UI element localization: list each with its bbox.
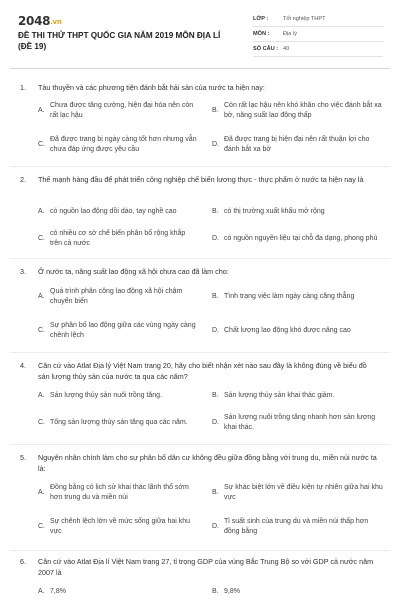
option-text: Sản lượng nuôi trồng tăng nhanh hơn sản lượng khai thác. [224, 413, 376, 431]
question-text: Căn cứ vào Atlat Địa lý Việt Nam trang 20, hãy cho biết nhận xét nào sau đây là không đúng về biểu đồ sản lượng thủy sản của nước ta qua các năm? [38, 361, 367, 381]
option-text: Tổng sản lượng thủy sản tăng qua các năm. [50, 418, 188, 426]
option-letter: B. [212, 391, 219, 399]
exam-meta [253, 12, 383, 57]
option-c[interactable] [38, 134, 198, 156]
option-text: Sự khác biệt lớn về điều kiện tự nhiên giữa hai khu vực [224, 483, 383, 501]
meta-key: SỐ CÂU : [253, 46, 279, 52]
option-text: Đồng bằng có lịch sử khai thác lãnh thổ sớm hơn trung du và miền núi [50, 483, 189, 501]
question-header [20, 556, 380, 578]
exam-title: ĐỀ THI THỬ THPT QUỐC GIA NĂM 2019 MÔN ĐỊA LÍ (ĐỀ 19) [18, 31, 221, 51]
meta-row-count [253, 42, 383, 57]
option-text: có nhiều cơ sở chế biến phân bố rộng khắp trên cả nước [50, 229, 186, 247]
question-divider [10, 444, 390, 445]
option-letter: D. [212, 522, 219, 530]
option-letter: D. [212, 140, 219, 148]
question-divider [10, 258, 390, 259]
meta-key: LỚP : [253, 16, 269, 22]
header-divider [10, 68, 390, 69]
page-header [0, 0, 400, 66]
option-letter: A. [38, 588, 45, 596]
option-a[interactable] [38, 100, 198, 122]
option-text: Sự phân bố lao động giữa các vùng ngày càng chênh lệch [50, 321, 196, 339]
option-d[interactable] [212, 228, 384, 250]
meta-row-subject [253, 27, 383, 42]
option-c[interactable] [38, 320, 198, 342]
option-a[interactable] [38, 286, 198, 308]
question-number: 1. [20, 83, 26, 92]
question-divider [10, 166, 390, 167]
option-d[interactable] [212, 412, 384, 434]
option-text: có nguồn nguyên liệu tại chỗ đa dạng, phong phú [224, 234, 378, 242]
question-number: 4. [20, 361, 26, 370]
option-letter: C. [38, 140, 45, 148]
option-letter: D. [212, 418, 219, 426]
option-letter: C. [38, 326, 45, 334]
question-number: 2. [20, 175, 26, 184]
option-text: Quá trình phân công lao động xã hội chậm chuyển biến [50, 287, 183, 305]
meta-value: Tốt nghiệp THPT [283, 16, 326, 22]
option-letter: D. [212, 326, 219, 334]
question-text: Ở nước ta, năng suất lao động xã hội chưa cao đã làm cho: [38, 267, 229, 276]
option-a[interactable] [38, 206, 198, 218]
option-letter: A. [38, 207, 45, 215]
logo-suffix: .vn [50, 18, 62, 26]
question-divider [10, 550, 390, 551]
question-text: Thế mạnh hàng đầu để phát triển công nghiệp chế biến lương thực - thực phẩm ở nước ta hiện nay là [38, 175, 364, 184]
option-letter: B. [212, 106, 219, 114]
option-letter: A. [38, 292, 45, 300]
question-divider [10, 352, 390, 353]
option-text: Tỉ suất sinh của trung du và miền núi thấp hơn đồng bằng [224, 517, 369, 535]
option-letter: A. [38, 106, 45, 114]
option-letter: B. [212, 207, 219, 215]
question-text: Nguyên nhân chính làm cho sự phân bố dân cư không đều giữa đồng bằng với trung du, miền núi nước ta là: [38, 453, 377, 473]
option-d[interactable] [212, 134, 384, 156]
question-text: Tàu thuyền và các phương tiện đánh bắt hải sản của nước ta hiện nay: [38, 83, 265, 92]
option-c[interactable] [38, 412, 198, 434]
option-letter: B. [212, 292, 219, 300]
option-b[interactable] [212, 286, 384, 308]
option-a[interactable] [38, 390, 198, 402]
meta-value: Địa lý [283, 31, 297, 37]
option-text: có nguồn lao động dồi dào, tay nghề cao [50, 207, 177, 215]
meta-row-class [253, 12, 383, 27]
option-b[interactable] [212, 206, 384, 218]
option-text: 7,8% [50, 588, 66, 596]
option-text: có thị trường xuất khẩu mở rộng [224, 207, 325, 215]
question-header [20, 174, 380, 185]
question-header [20, 82, 380, 93]
question-text: Căn cứ vào Atlat Địa lí Việt Nam trang 27, tỉ trọng GDP của vùng Bắc Trung Bộ so với GDP cả nước năm 2007 là [38, 557, 374, 577]
question-header [20, 360, 380, 382]
option-text: Còn rất lạc hậu nên khó khăn cho việc đánh bắt xa bờ, năng suất lao động thấp [224, 101, 382, 119]
question-number: 5. [20, 453, 26, 462]
option-b[interactable] [212, 100, 384, 122]
option-letter: A. [38, 391, 45, 399]
option-letter: C. [38, 522, 45, 530]
option-letter: A. [38, 488, 45, 496]
question-header [20, 266, 380, 277]
question-number: 6. [20, 557, 26, 566]
logo-number: 2048 [18, 14, 51, 28]
option-text: Sản lượng thủy sản nuôi trồng tăng. [50, 391, 163, 399]
option-b[interactable] [212, 390, 384, 402]
option-text: Sản lượng thủy sản khai thác giảm. [224, 391, 335, 399]
option-letter: C. [38, 418, 45, 426]
option-text: Đã được trang bị ngày càng tốt hơn nhưng vẫn chưa đáp ứng được yêu cầu [50, 135, 197, 153]
option-text: Chất lượng lao động khó được nâng cao [224, 326, 351, 334]
option-letter: B. [212, 588, 219, 596]
option-a[interactable] [38, 482, 198, 504]
option-text: Chưa được tăng cường, hiện đại hóa nên còn rất lạc hậu [50, 101, 194, 119]
site-logo[interactable] [18, 14, 62, 28]
meta-value: 40 [283, 46, 290, 52]
option-c[interactable] [38, 516, 198, 538]
option-text: 9,8% [224, 588, 240, 596]
option-text: Tình trạng việc làm ngày càng căng thẳng [224, 292, 355, 300]
option-a[interactable] [38, 587, 198, 598]
option-letter: B. [212, 488, 219, 496]
option-text: Đã được trang bị hiện đại nên rất thuận lợi cho đánh bắt xa bờ [224, 135, 370, 153]
question-number: 3. [20, 267, 26, 276]
option-letter: C. [38, 234, 45, 242]
option-b[interactable] [212, 587, 384, 598]
option-b[interactable] [212, 482, 384, 504]
meta-key: MÔN : [253, 31, 270, 37]
question-header [20, 452, 380, 474]
option-c[interactable] [38, 228, 198, 250]
option-d[interactable] [212, 516, 384, 538]
option-text: Sự chênh lệch lớn về mức sống giữa hai khu vực [50, 517, 191, 535]
option-d[interactable] [212, 320, 384, 342]
option-letter: D. [212, 234, 219, 242]
